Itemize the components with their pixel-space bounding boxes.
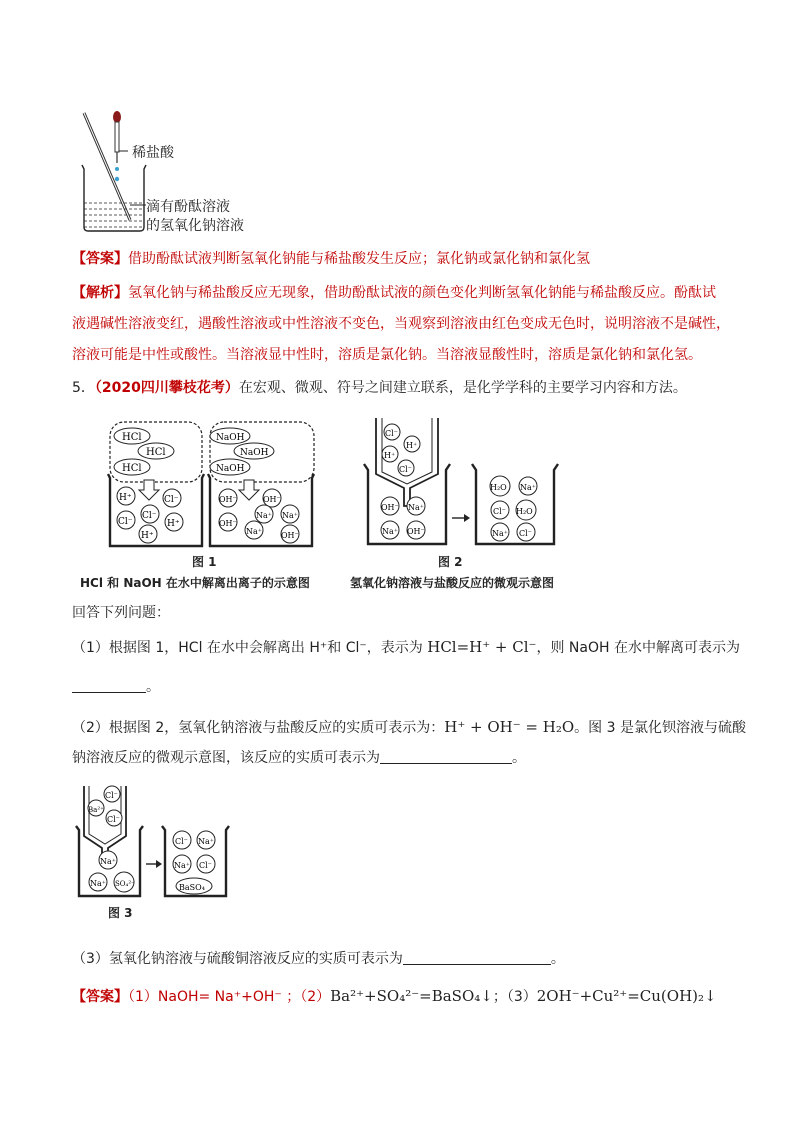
svg-text:Na⁺: Na⁺ — [198, 837, 214, 846]
svg-text:Na⁺: Na⁺ — [174, 861, 190, 870]
answer-tag: 【答案】 — [72, 989, 128, 1005]
figure-1 — [104, 418, 320, 553]
svg-text:H⁺: H⁺ — [119, 493, 132, 503]
answer-equation-2: Ba²⁺+SO₄²⁻=BaSO₄↓ — [330, 987, 493, 1005]
svg-text:OH⁻: OH⁻ — [219, 519, 237, 528]
svg-text:H₂O: H₂O — [490, 483, 507, 492]
answer-blank-1[interactable] — [72, 678, 146, 693]
answer-tag: 【答案】 — [72, 251, 128, 267]
acid-label: 稀盐酸 — [132, 145, 174, 161]
svg-text:BaSO₄: BaSO₄ — [179, 883, 205, 892]
question-stem: 在宏观、微观、符号之间建立联系，是化学学科的主要学习内容和方法。 — [238, 380, 687, 396]
svg-text:Cl⁻: Cl⁻ — [493, 507, 506, 516]
svg-text:HCl: HCl — [122, 432, 142, 443]
svg-text:OH⁻: OH⁻ — [219, 495, 237, 504]
svg-text:H⁺: H⁺ — [384, 451, 396, 460]
solution-label-2: 的氢氧化钠溶液 — [146, 218, 244, 234]
question-number: 5． — [72, 380, 95, 396]
figure-2-label: 图 2 — [438, 555, 463, 569]
q5-sub1: （1）根据图 1，HCl 在水中会解离出 H⁺和 Cl⁻，表示为 HCl=H⁺ + Cl⁻，则 NaOH 在水中解离可表示为 — [72, 638, 740, 656]
figure-2-caption: 氢氧化钠溶液与盐酸反应的微观示意图 — [350, 576, 555, 590]
svg-text:H⁺: H⁺ — [406, 441, 418, 450]
answer-blank-2[interactable] — [380, 749, 512, 764]
answer-equation-3: 2OH⁻+Cu²⁺=Cu(OH)₂↓ — [536, 987, 717, 1005]
svg-text:NaOH: NaOH — [216, 464, 245, 474]
svg-text:Na⁺: Na⁺ — [246, 527, 262, 536]
svg-text:Cl⁻: Cl⁻ — [519, 529, 532, 538]
svg-text:NaOH: NaOH — [216, 433, 245, 443]
svg-text:H₂O: H₂O — [516, 507, 533, 516]
solution-label-1: 滴有酚酞溶液 — [146, 199, 230, 215]
svg-text:OH⁻: OH⁻ — [263, 495, 281, 504]
q5-prompt: 回答下列问题： — [72, 605, 170, 621]
svg-text:Na⁺: Na⁺ — [492, 529, 508, 538]
analysis-tag: 【解析】 — [72, 285, 128, 301]
svg-text:H⁺: H⁺ — [141, 531, 154, 541]
svg-text:Cl⁻: Cl⁻ — [118, 517, 133, 527]
svg-text:Cl⁻: Cl⁻ — [107, 815, 120, 824]
q5-sub3: （3）氢氧化钠溶液与硫酸铜溶液反应的实质可表示为 。 — [72, 951, 565, 967]
q4-answer — [72, 248, 732, 270]
svg-text:OH⁻: OH⁻ — [281, 531, 299, 540]
figure-1-label: 图 1 — [192, 555, 217, 569]
q5-sub1-blank-line: 。 — [72, 676, 732, 698]
svg-text:SO₄²⁻: SO₄²⁻ — [115, 880, 135, 888]
svg-text:OH⁻: OH⁻ — [407, 527, 425, 536]
svg-text:HCl: HCl — [146, 447, 166, 458]
svg-text:Na⁺: Na⁺ — [382, 527, 398, 536]
svg-text:Na⁺: Na⁺ — [100, 857, 116, 866]
svg-text:HCl: HCl — [122, 463, 142, 474]
q5-sub1-equation: HCl=H⁺ + Cl⁻ — [427, 638, 537, 656]
svg-text:Cl⁻: Cl⁻ — [199, 861, 212, 870]
svg-text:Cl⁻: Cl⁻ — [399, 465, 412, 474]
svg-text:Na⁺: Na⁺ — [520, 483, 536, 492]
q5-sub2: （2）根据图 2，氢氧化钠溶液与盐酸反应的实质可表示为：H⁺ + OH⁻ = H₂O。图 3 是氯化钡溶液与硫酸 — [72, 718, 746, 736]
figure-1-caption: HCl 和 NaOH 在水中解离出离子的示意图 — [80, 576, 310, 590]
svg-text:Na⁺: Na⁺ — [256, 511, 272, 520]
q5-answer: 【答案】（1）NaOH= Na⁺+OH⁻ ；（2）Ba²⁺+SO₄²⁻=BaSO₄↓；（3）2OH⁻+Cu²⁺=Cu(OH)₂↓ — [72, 987, 717, 1005]
svg-text:Cl⁻: Cl⁻ — [164, 495, 179, 505]
svg-text:NaOH: NaOH — [240, 448, 269, 458]
svg-text:Na⁺: Na⁺ — [408, 503, 424, 512]
q4-analysis-line-3: 溶液可能是中性或酸性。当溶液显中性时，溶质是氯化钠。当溶液显酸性时，溶质是氯化钠和氯化氢。 — [72, 347, 702, 363]
q4-answer-text: 借助酚酞试液判断氢氧化钠能与稀盐酸发生反应；氯化钠或氯化钠和氯化氢 — [128, 251, 590, 267]
q4-analysis-line-1: 【解析】氢氧化钠与稀盐酸反应无现象，借助酚酞试液的颜色变化判断氢氧化钠能与稀盐酸反应。酚酞试 — [72, 285, 716, 301]
q5-sub2-line2: 钠溶液反应的微观示意图，该反应的实质可表示为 。 — [72, 750, 526, 766]
svg-text:Cl⁻: Cl⁻ — [175, 837, 188, 846]
svg-text:Na⁺: Na⁺ — [282, 511, 298, 520]
svg-text:Cl⁻: Cl⁻ — [105, 791, 118, 800]
svg-text:OH⁻: OH⁻ — [381, 503, 399, 512]
svg-text:Cl⁻: Cl⁻ — [142, 511, 157, 521]
question-source: （2020四川攀枝花考） — [94, 380, 239, 396]
q4-analysis-line-2: 液遇碱性溶液变红，遇酸性溶液或中性溶液不变色，当观察到溶液由红色变成无色时，说明溶液不是碱性， — [72, 316, 730, 332]
figure-3-label: 图 3 — [108, 906, 133, 920]
svg-text:Na⁺: Na⁺ — [90, 879, 106, 888]
q5-stem — [72, 377, 732, 399]
q5-sub2-equation: H⁺ + OH⁻ = H₂O — [444, 718, 575, 736]
figure-3 — [74, 782, 250, 900]
svg-text:Cl⁻: Cl⁻ — [385, 429, 398, 438]
answer-blank-3[interactable] — [403, 950, 551, 965]
svg-text:H⁺: H⁺ — [167, 519, 180, 529]
figure-2 — [360, 414, 580, 549]
svg-text:Ba²⁺: Ba²⁺ — [88, 806, 104, 814]
